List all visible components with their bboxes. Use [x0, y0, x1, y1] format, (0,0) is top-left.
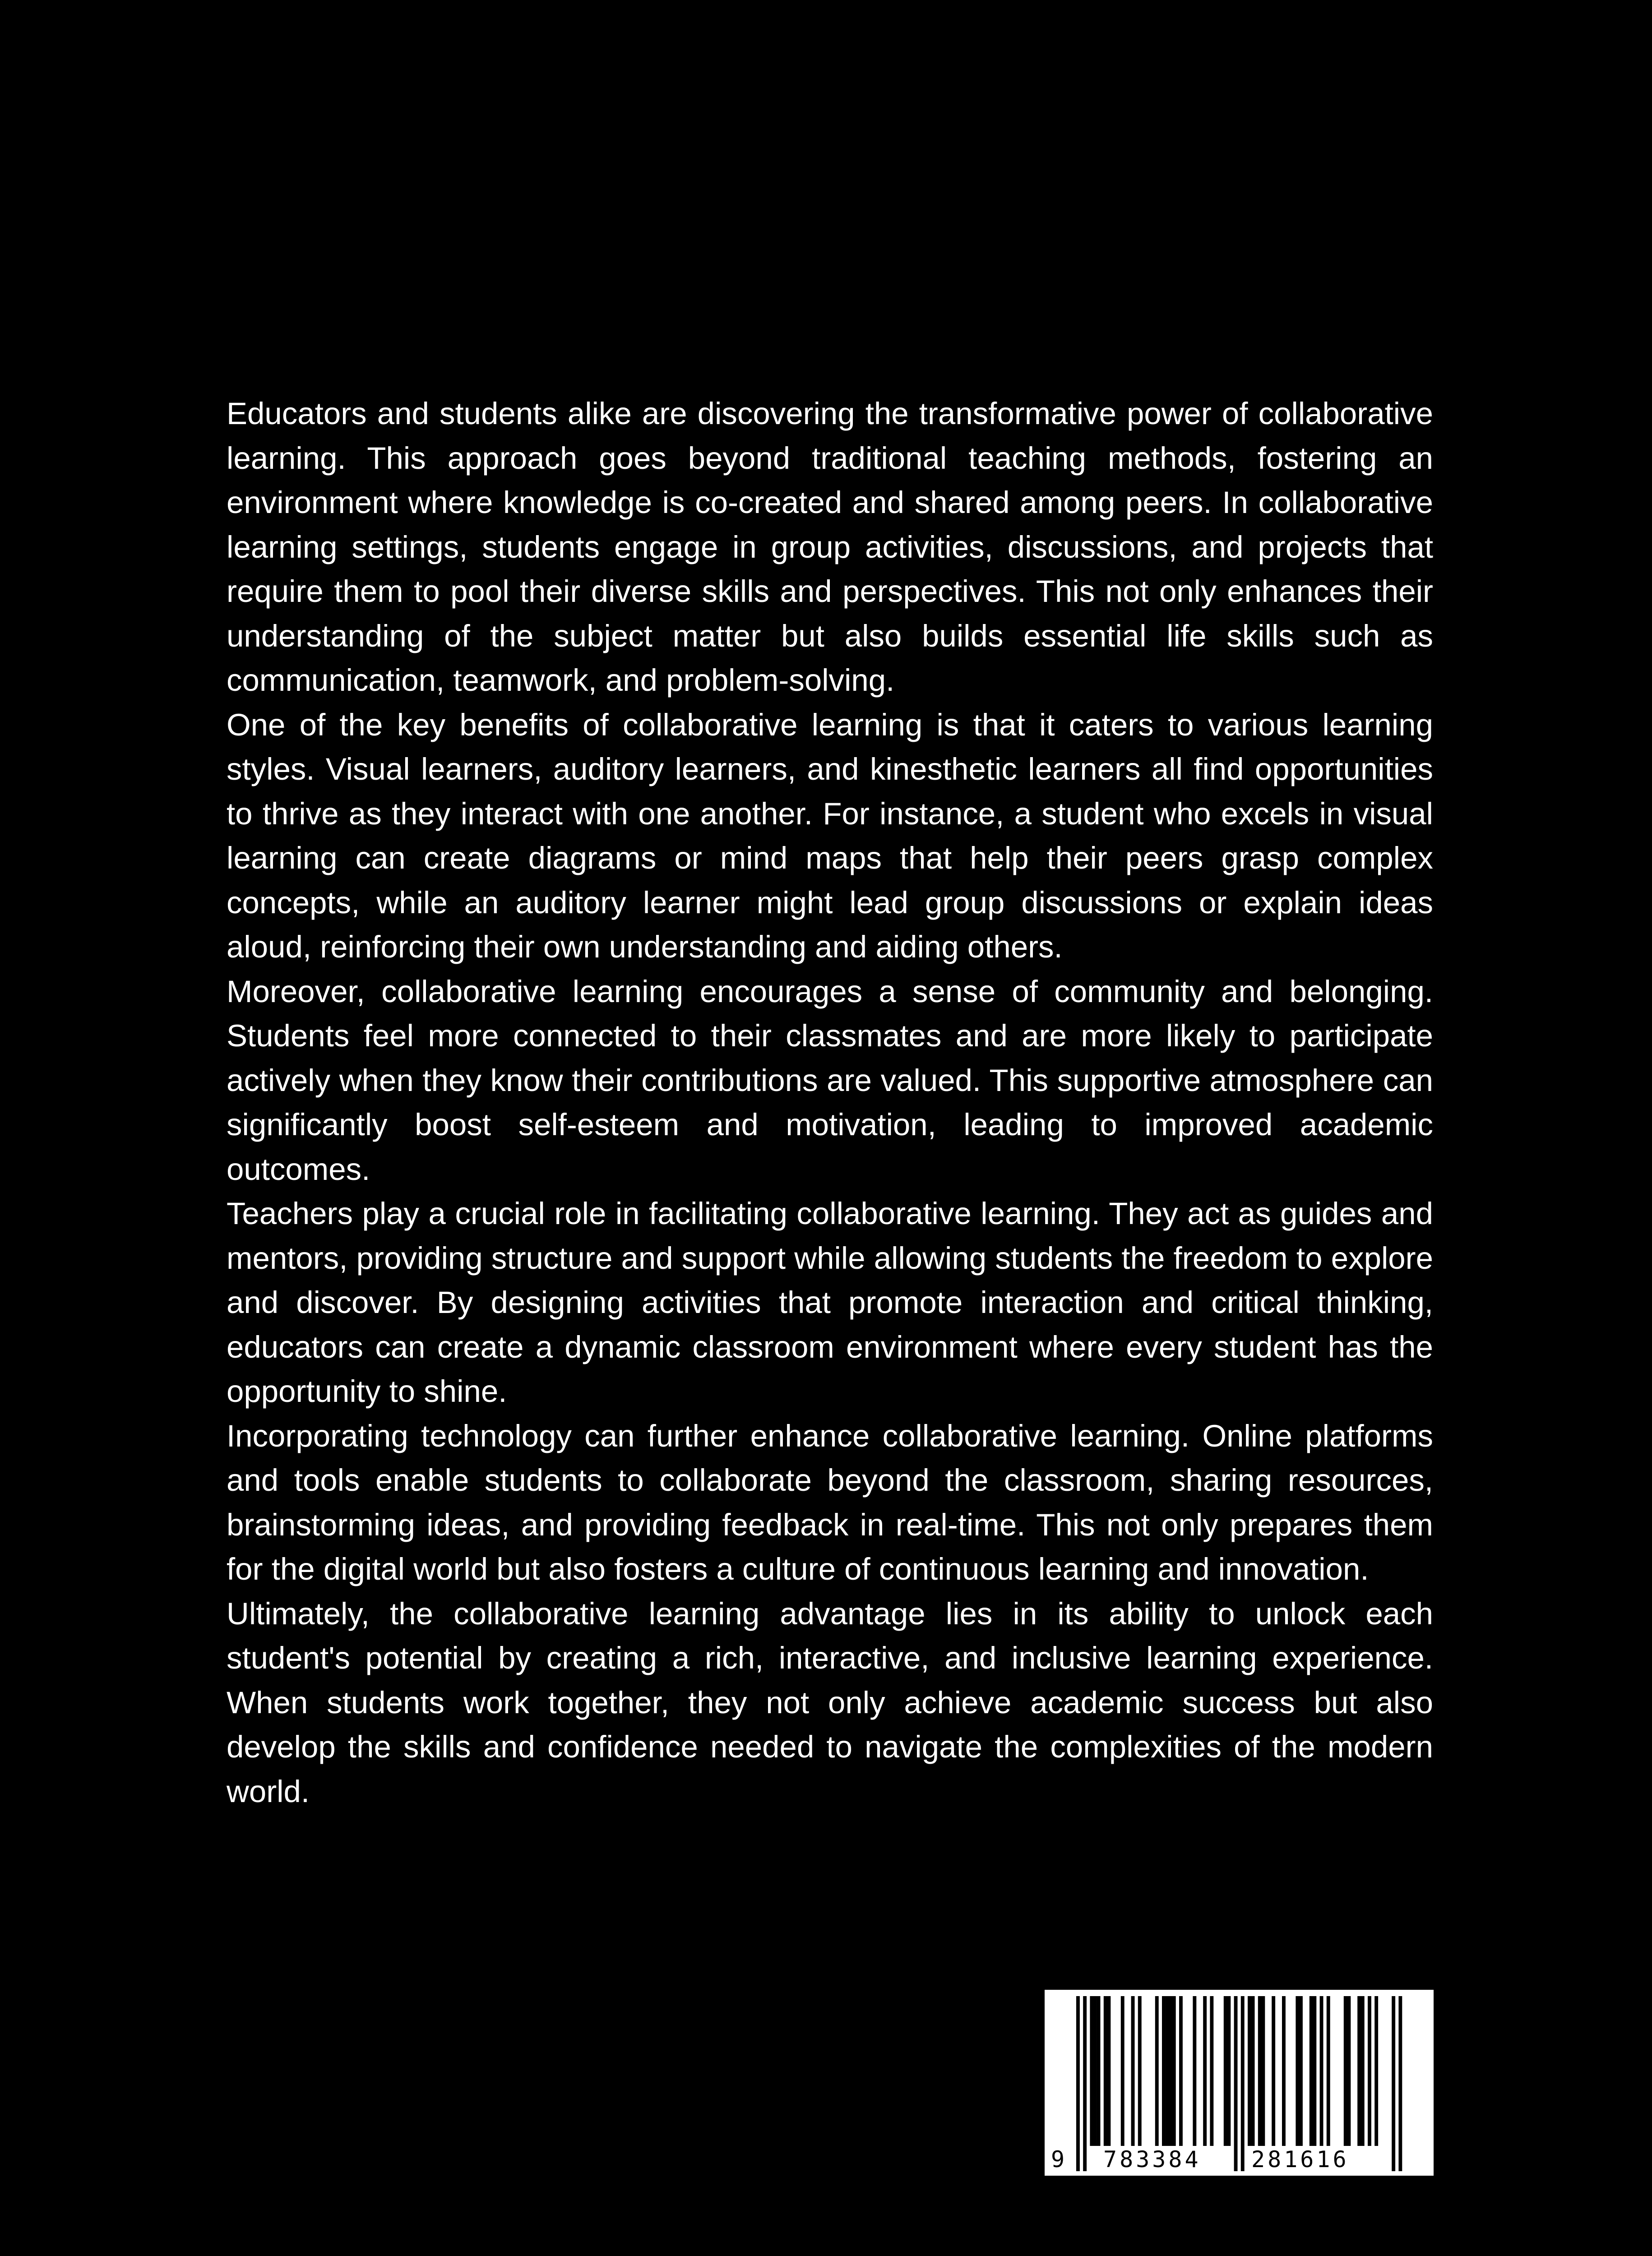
barcode-bar — [1193, 1996, 1196, 2146]
barcode-bar — [1327, 1996, 1330, 2146]
barcode-bar — [1296, 1996, 1299, 2146]
blurb-text — [227, 392, 1433, 1814]
barcode-bar — [1227, 1996, 1231, 2146]
barcode-bar — [1398, 1996, 1402, 2171]
barcode-bar — [1251, 1996, 1255, 2146]
barcode-bar — [1203, 1996, 1207, 2146]
barcode-bar — [1313, 1996, 1316, 2146]
barcode-bar — [1344, 1996, 1347, 2146]
barcode-digits-right: 281616 — [1251, 2146, 1349, 2173]
barcode-bar — [1179, 1996, 1183, 2146]
barcode-bar — [1162, 1996, 1166, 2146]
barcode-bar — [1097, 1996, 1101, 2146]
barcode-bar — [1368, 1996, 1371, 2146]
barcode-bar — [1258, 1996, 1262, 2146]
blurb-paragraph-3: Moreover, collaborative learning encourages a sense of community and belonging. Students feel more connected to their classmates and are more likely to participate actively when they know their contributions are valued. This supportive atmosphere can significantly boost self-esteem and motivation, leading to improved academic outcomes. — [227, 974, 1433, 1187]
barcode-bar — [1090, 1996, 1093, 2146]
barcode-bar — [1392, 1996, 1395, 2171]
barcode-bar — [1347, 1996, 1351, 2146]
barcode-bar — [1138, 1996, 1142, 2146]
barcode-bar — [1224, 1996, 1227, 2146]
blurb-paragraph-2: One of the key benefits of collaborative learning is that it caters to various learning styles. Visual learners, auditory learners, and kinesthetic learners all find opportunities to thrive as they interact with one another. For instance, a student who excels in visual learning can create diagrams or mind maps that help their peers grasp complex concepts, while an auditory learner might lead group discussions or explain ideas aloud, reinforcing their own understanding and aiding others. — [227, 707, 1433, 964]
barcode-bar — [1104, 1996, 1107, 2146]
barcode-bar — [1234, 1996, 1238, 2171]
blurb-paragraph-5: Incorporating technology can further enhance collaborative learning. Online platforms and tools enable students to collaborate beyond the classroom, sharing resources, brainstorming ideas, and providing feedback in real-time. This not only prepares them for the digital world but also fosters a culture of continuous learning and innovation. — [227, 1418, 1433, 1586]
barcode-bar — [1272, 1996, 1275, 2146]
barcode-bar — [1357, 1996, 1361, 2146]
barcode-bar — [1076, 1996, 1080, 2171]
barcode-bar — [1241, 1996, 1245, 2171]
barcode-bar — [1361, 1996, 1365, 2146]
barcode-digit-lead: 9 — [1051, 2146, 1068, 2173]
barcode-digits-left: 783384 — [1103, 2146, 1201, 2173]
barcode-bar — [1310, 1996, 1313, 2146]
barcode-bar — [1299, 1996, 1303, 2146]
barcode-bar — [1131, 1996, 1135, 2146]
barcode-bar — [1155, 1996, 1159, 2146]
barcode-bar — [1169, 1996, 1172, 2146]
barcode-bar — [1210, 1996, 1213, 2146]
barcode-bar — [1121, 1996, 1124, 2146]
blurb-paragraph-4: Teachers play a crucial role in facilitating collaborative learning. They act as guides and mentors, providing structure and support while allowing students the freedom to explore and discover. By designing activities that promote interaction and critical thinking, educators can create a dynamic classroom environment where every student has the opportunity to shine. — [227, 1196, 1433, 1409]
barcode-bar — [1093, 1996, 1097, 2146]
isbn-barcode — [1045, 1990, 1434, 2176]
barcode-bar — [1261, 1996, 1265, 2146]
barcode-bar — [1320, 1996, 1323, 2146]
barcode-bar — [1172, 1996, 1176, 2146]
barcode-bar — [1166, 1996, 1169, 2146]
barcode-bar — [1374, 1996, 1378, 2146]
barcode-bar — [1107, 1996, 1111, 2146]
blurb-paragraph-1: Educators and students alike are discovering the transformative power of collaborative learning. This approach goes beyond traditional teaching methods, fostering an environment where knowledge is co-created and shared among peers. In collaborative learning settings, students engage in group activities, discussions, and projects that require them to pool their diverse skills and perspectives. This not only enhances their understanding of the subject matter but also builds essential life skills such as communication, teamwork, and problem-solving. — [227, 396, 1433, 698]
blurb-paragraph-6: Ultimately, the collaborative learning advantage lies in its ability to unlock each student's potential by creating a rich, interactive, and inclusive learning experience. When students work together, they not only achieve academic success but also develop the skills and confidence needed to navigate the complexities of the modern world. — [227, 1596, 1433, 1809]
barcode-bar — [1282, 1996, 1286, 2146]
barcode-bar — [1083, 1996, 1087, 2171]
barcode-bar — [1248, 1996, 1251, 2146]
